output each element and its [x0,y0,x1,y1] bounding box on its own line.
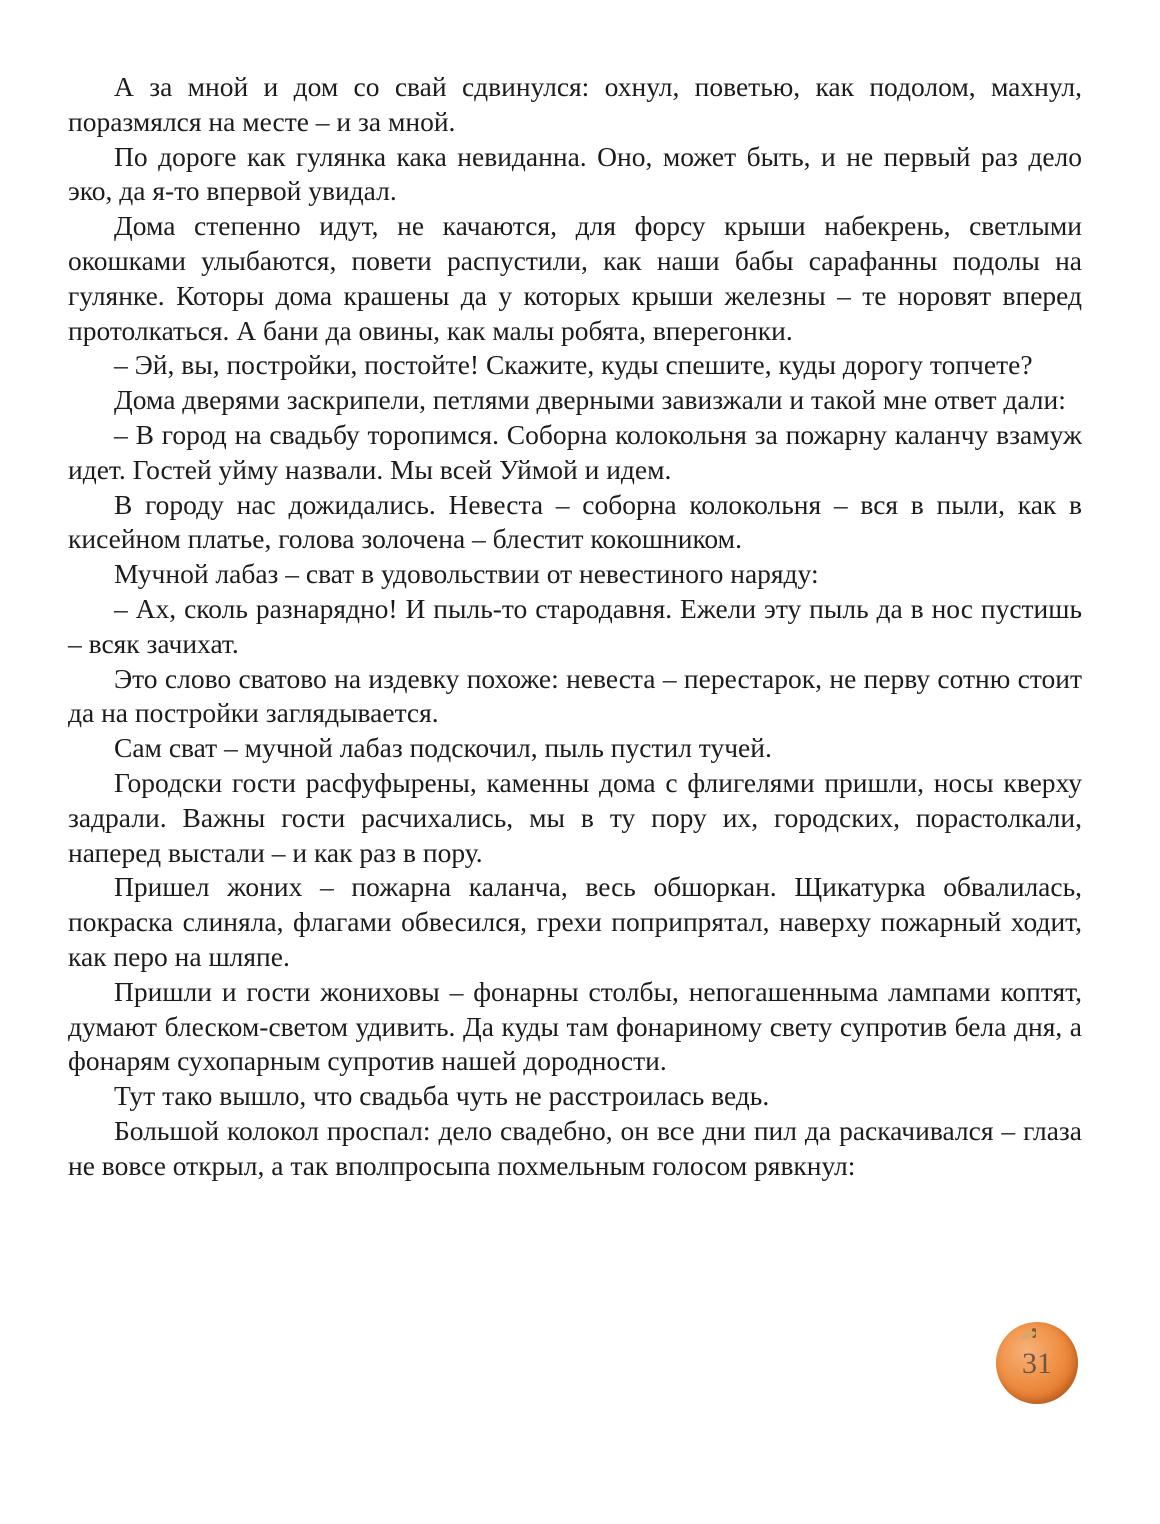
page-number: 31 [1022,1347,1052,1380]
paragraph: В городу нас дожидались. Невеста – соборна колокольня – вся в пыли, как в кисейном платье, голова золочена – блестит кокошником. [68,488,1082,555]
paragraph: Пришел жоних – пожарна каланча, весь обшоркан. Щикатурка обвалилась, покраска слиняла, флагами обвесился, грехи поприпрятал, наверху пожарный ходит, как перо на шляпе. [68,871,1082,972]
paragraph: Большой колокол проспал: дело свадебно, он все дни пил да раскачивался – глаза не вовсе открыл, а так вполпросыпа похмельным голосом рявкнул: [68,1114,1082,1181]
paragraph: Дома дверями заскрипели, петлями дверными завизжали и такой мне ответ дали: [114,384,1066,416]
page-number-badge [996,1322,1078,1404]
leaf-icon [1021,1330,1036,1340]
paragraph: А за мной и дом со свай сдвинулся: охнул, поветью, как подолом, махнул, поразмялся на месте – и за мной. [68,71,1082,137]
paragraph: Пришли и гости жониховы – фонарны столбы, непогашенныма лампами коптят, думают блеском-светом удивить. Да куды там фонариному свету супротив бела дня, а фонарям сухопарным супротив нашей дородности. [68,975,1082,1077]
page-text [68,70,1082,1184]
paragraph: Сам сват – мучной лабаз подскочил, пыль пустил тучей. [114,732,772,764]
paragraph: – Ах, сколь разнарядно! И пыль-то стародавня. Ежели эту пыль да в нос пустишь – всяк зачихат. [68,592,1082,659]
paragraph: – Эй, вы, постройки, постойте! Скажите, куды спешите, куды дорогу топчете? [114,349,1033,381]
paragraph: Мучной лабаз – сват в удовольствии от невестиного наряду: [114,558,819,590]
paragraph: – В город на свадьбу торопимся. Соборна колокольня за пожарну каланчу взамуж идет. Гостей уйму назвали. Мы всей Уймой и идем. [68,418,1082,485]
paragraph: Тут тако вышло, что свадьба чуть не расстроилась ведь. [114,1080,770,1112]
paragraph: По дороге как гулянка кака невиданна. Оно, может быть, и не первый раз дело эко, да я-то впервой увидал. [68,140,1082,207]
paragraph: Это слово сватово на издевку похоже: невеста – перестарок, не перву сотню стоит да на постройки заглядывается. [68,662,1082,729]
paragraph: Дома степенно идут, не качаются, для форсу крыши набекрень, светлыми окошками улыбаются, повети распустили, как наши бабы сарафанны подолы на гулянке. Которы дома крашены да у которых крыши железны – те норовят вперед протолкаться. А бани да овины, как малы робята, вперегонки. [68,210,1082,346]
paragraph: Городски гости расфуфырены, каменны дома с флигелями пришли, носы кверху задрали. Важны гости расчихались, мы в ту пору их, городских, порастолкали, наперед выстали – и как раз в пору. [68,766,1082,868]
